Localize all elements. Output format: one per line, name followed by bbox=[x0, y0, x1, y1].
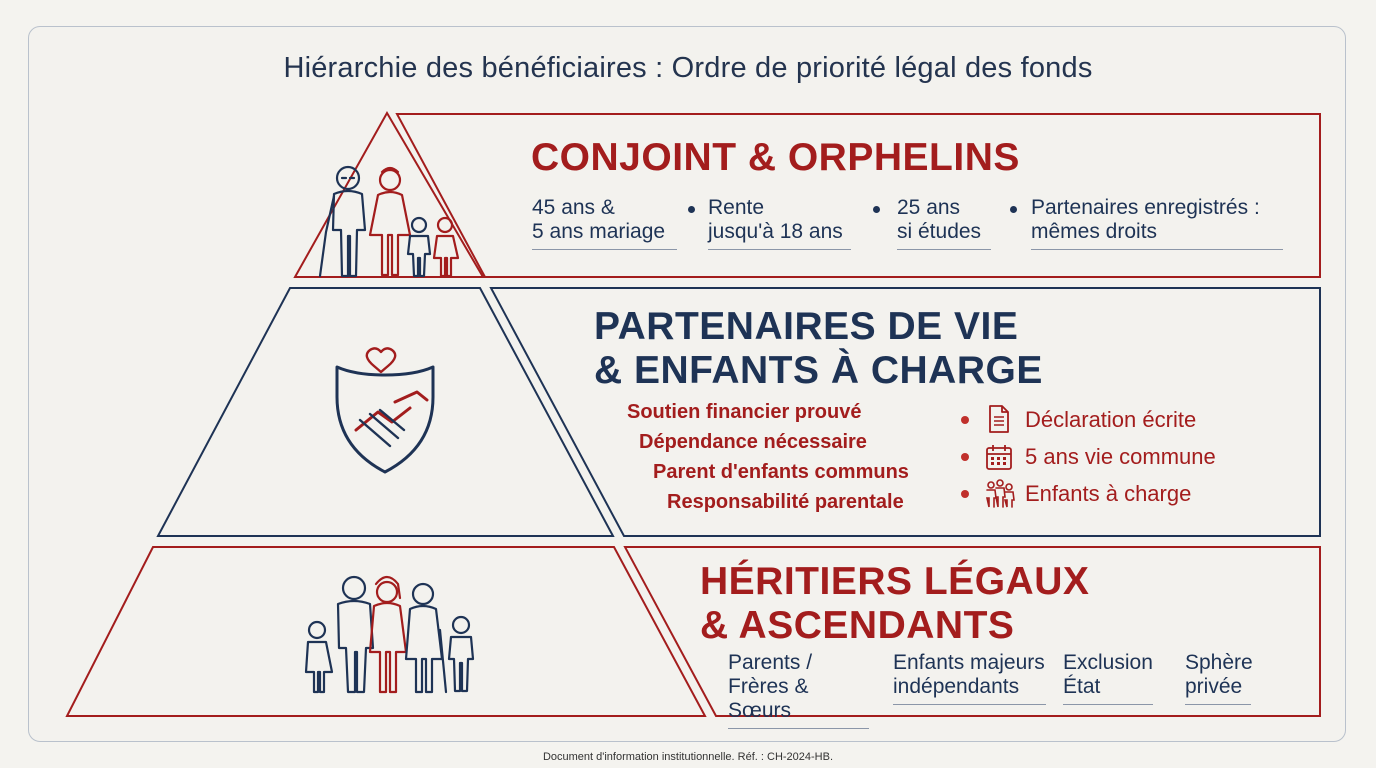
tier2-requirement-2: 5 ans vie commune bbox=[1025, 444, 1216, 469]
page-title: Hiérarchie des bénéficiaires : Ordre de priorité légal des fonds bbox=[283, 52, 1093, 84]
bullet bbox=[1010, 206, 1017, 213]
bullet bbox=[961, 416, 969, 424]
tier3-heading-line1: HÉRITIERS LÉGAUX bbox=[700, 560, 1090, 603]
tier1-heading: CONJOINT & ORPHELINS bbox=[531, 136, 1020, 179]
tier3-item-2-line1: Enfants majeurs bbox=[893, 651, 1045, 674]
tier3-item-1 bbox=[728, 651, 869, 729]
document-icon bbox=[986, 404, 1012, 434]
calendar-icon bbox=[985, 443, 1013, 471]
tier2-trapezoid bbox=[158, 288, 613, 536]
tier1-item-4-line2: mêmes droits bbox=[1031, 220, 1158, 243]
tier2-criterion-2: Dépendance nécessaire bbox=[639, 431, 867, 453]
tier2-criterion-1: Soutien financier prouvé bbox=[627, 401, 862, 423]
tier1-item-2-line1: Rente bbox=[708, 196, 765, 219]
tier2-requirement-3: Enfants à charge bbox=[1025, 481, 1192, 506]
tier3-item-4 bbox=[1185, 651, 1251, 705]
tier1-item-2 bbox=[708, 196, 851, 250]
tier3-item-4-line2: privée bbox=[1185, 675, 1243, 698]
tier3-item-2 bbox=[893, 651, 1046, 705]
tier3-item-1-line1: Parents / bbox=[728, 651, 813, 674]
tier1-item-3 bbox=[897, 196, 991, 250]
tier3-item-3-line2: État bbox=[1063, 675, 1101, 698]
children-icon bbox=[984, 479, 1016, 509]
tier1-item-1-line2: 5 ans mariage bbox=[532, 220, 666, 243]
tier1-item-3-line1: 25 ans bbox=[897, 196, 961, 219]
footer-reference: Document d'information institutionnelle. Réf. : CH-2024-HB. bbox=[542, 751, 834, 763]
tier1-item-4-line1: Partenaires enregistrés : bbox=[1031, 196, 1260, 219]
tier1-item-2-line2: jusqu'à 18 ans bbox=[708, 220, 843, 243]
tier3-item-3-line1: Exclusion bbox=[1063, 651, 1153, 674]
tier2-criterion-3: Parent d'enfants communs bbox=[653, 461, 909, 483]
bullet bbox=[961, 453, 969, 461]
tier2-heading bbox=[594, 305, 1043, 393]
bullet bbox=[688, 206, 695, 213]
tier1-item-1 bbox=[532, 196, 677, 250]
tier1-item-3-line2: si études bbox=[897, 220, 982, 243]
bullet bbox=[873, 206, 880, 213]
tier3-item-1-line2: Frères & Sœurs bbox=[728, 675, 809, 722]
tier2-heading-line2: & ENFANTS À CHARGE bbox=[594, 349, 1043, 392]
bullet bbox=[961, 490, 969, 498]
tier3-heading bbox=[700, 560, 1089, 648]
extended-family-icon bbox=[306, 577, 473, 692]
tier2-requirement-1: Déclaration écrite bbox=[1025, 407, 1197, 432]
tier3-item-3 bbox=[1063, 651, 1153, 705]
tier1-item-4 bbox=[1031, 196, 1283, 250]
tier3-item-2-line2: indépendants bbox=[893, 675, 1020, 698]
tier1-item-1-line1: 45 ans & bbox=[532, 196, 615, 219]
shield-handshake-heart-icon bbox=[337, 348, 433, 472]
tier2-criterion-4: Responsabilité parentale bbox=[667, 491, 904, 513]
tier3-heading-line2: & ASCENDANTS bbox=[700, 604, 1015, 647]
tier3-item-4-line1: Sphère bbox=[1185, 651, 1253, 674]
family-generations-icon bbox=[320, 167, 458, 276]
tier2-heading-line1: PARTENAIRES DE VIE bbox=[594, 305, 1019, 348]
